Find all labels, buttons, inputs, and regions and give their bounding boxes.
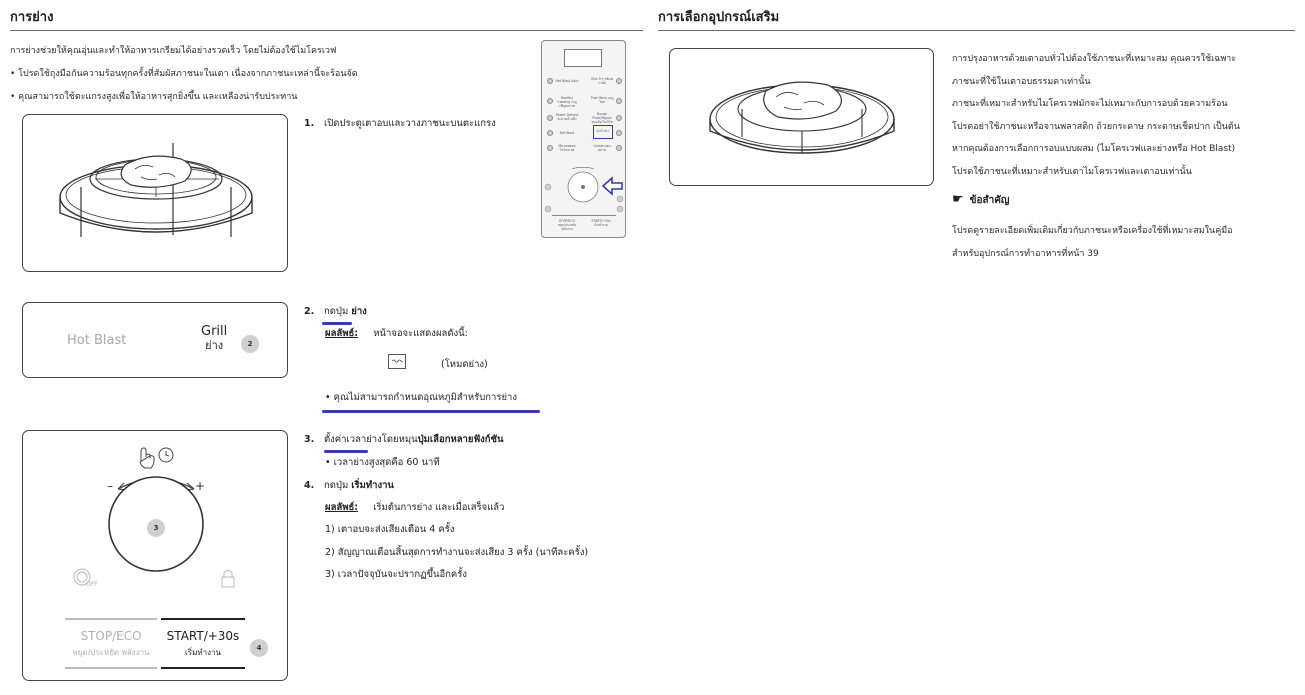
step-2-result: ผลลัพธ์: หน้าจอจะแสดงผลดังนี้: bbox=[325, 328, 468, 339]
rack-on-plate-illustration bbox=[670, 49, 935, 187]
panel-button-dot bbox=[547, 115, 553, 121]
step-badge: 2 bbox=[241, 331, 259, 353]
off-label: OFF bbox=[86, 581, 98, 588]
grill-button-ref: ย่าง bbox=[351, 306, 367, 317]
stop-eco-sub: หยุด/ประหยัด พลังงาน bbox=[72, 648, 150, 657]
panel-button-label: Dough Proof/Yogurt ขนมปัง/โยเกิร์ต bbox=[591, 112, 613, 124]
step-2-note: • คุณไม่สามารถกำหนดอุณหภูมิสำหรับการย่าง bbox=[325, 392, 517, 403]
rack-illustration-box bbox=[22, 114, 288, 272]
panel-button-dot bbox=[616, 78, 622, 84]
minus-label: – bbox=[107, 479, 113, 493]
paragraph-line: โปรดใช้ภาชนะที่เหมาะสำหรับเตาไมโครเวฟและเตาอบเท่านั้น bbox=[952, 166, 1192, 177]
accessories-paragraph bbox=[952, 48, 1297, 183]
oven-rack-illustration bbox=[23, 115, 289, 273]
paragraph-line: ภาชนะที่เหมาะสำหรับไมโครเวฟมักจะไม่เหมาะกับการอบด้วยความร้อน bbox=[952, 99, 1228, 109]
intro-paragraph: การย่างช่วยให้คุณอุ่นและทำให้อาหารเกรียมได้อย่างรวดเร็ว โดยไม่ต้องใช้ไมโครเวฟ bbox=[10, 46, 337, 56]
panel-button-label: Grill ย่าง bbox=[596, 129, 609, 133]
paragraph-line: หากคุณต้องการเลือกการอบแบบผสม (ไมโครเวฟและย่างหรือ Hot Blast) bbox=[952, 144, 1236, 154]
section-rule bbox=[658, 30, 1295, 31]
step-4-item: 1) เตาอบจะส่งเสียงเตือน 4 ครั้ง bbox=[325, 524, 455, 535]
section-title-grilling: การย่าง bbox=[10, 10, 54, 25]
pointing-hand-icon: ☛ bbox=[952, 192, 964, 207]
step-1: 1. เปิดประตูเตาอบและวางภาชนะบนตะแกรง bbox=[304, 118, 496, 129]
step-3: 3. ตั้งค่าเวลาย่างโดยหมุนปุ่มเลือกหลายฟังก์ชัน bbox=[304, 434, 504, 445]
plus-label: + bbox=[195, 479, 206, 493]
panel-dial-area bbox=[542, 159, 627, 219]
panel-button-dot bbox=[547, 145, 553, 151]
display-box bbox=[22, 302, 288, 378]
start-label: START/+30s bbox=[166, 629, 240, 643]
grill-mode-icon bbox=[388, 354, 406, 369]
panel-button-label: Microwave ไมโครเวฟ bbox=[558, 144, 576, 152]
step-badge: 3 bbox=[147, 515, 165, 537]
underline-mark bbox=[322, 322, 352, 325]
panel-button-dot bbox=[547, 130, 553, 136]
start-button-ref: เริ่มทำงาน bbox=[351, 480, 394, 491]
control-panel-illustration bbox=[541, 40, 626, 238]
intro-text bbox=[10, 40, 530, 109]
panel-button-dot bbox=[616, 115, 622, 121]
panel-button-label: Healthy Cooking เมนูเพื่อสุขภาพ bbox=[557, 96, 577, 108]
paragraph-line: ภาชนะที่ใช้ในเตาอบธรรมดาเท่านั้น bbox=[952, 76, 1091, 87]
step-4-item: 3) เวลาปัจจุบันจะปรากฏขึ้นอีกครั้ง bbox=[325, 569, 468, 580]
grill-mode-label: Grill ย่าง bbox=[201, 324, 228, 352]
dial-box bbox=[22, 430, 288, 681]
display-window bbox=[564, 49, 602, 67]
hot-blast-mode-label: Hot Blast bbox=[67, 333, 127, 348]
start-sub: เริ่มทำงาน bbox=[185, 648, 221, 657]
step-4-item: 2) สัญญาณเตือนสิ้นสุดการทำงานจะส่งเสียง 3 ครั้ง (นาทีละครั้ง) bbox=[325, 547, 589, 558]
accessory-illustration-box bbox=[669, 48, 934, 186]
stop-eco-label: STOP/ECO bbox=[80, 629, 142, 643]
panel-button-label: Power Defrost ละลายน้ำแข็ง bbox=[555, 113, 579, 121]
panel-button-dot bbox=[547, 78, 553, 84]
panel-button-label: Combi ผสมผสาน bbox=[593, 144, 611, 152]
paragraph-line: โปรดอย่าใช้ภาชนะหรือจานพลาสติก ถ้วยกระดาษ กระดาษเช็ดปาก เป็นต้น bbox=[952, 121, 1240, 132]
step-2: 2. กดปุ่ม ย่าง bbox=[304, 306, 367, 317]
bullet-item: • โปรดใช้ถุงมือกันความร้อนทุกครั้งที่สัมผัสภาชนะในเตา เนื่องจากภาชนะเหล่านี้จะร้อนจัด bbox=[10, 63, 530, 86]
step-badge: 4 bbox=[250, 635, 268, 657]
paragraph-line: สำหรับอุปกรณ์การทำอาหารที่หน้า 39 bbox=[952, 248, 1099, 259]
step-4-result: ผลลัพธ์: เริ่มต้นการย่าง และเมื่อเสร็จแล้ว bbox=[325, 502, 505, 513]
panel-button-dot bbox=[616, 98, 622, 104]
panel-button-label: Hot Blast bbox=[559, 131, 575, 135]
important-heading: ☛ ข้อสำคัญ bbox=[952, 192, 1010, 207]
underline-mark bbox=[322, 410, 540, 413]
paragraph-line: การปรุงอาหารด้วยเตาอบทั่วไปต้องใช้ภาชนะที่เหมาะสม คุณควรใช้เฉพาะ bbox=[952, 54, 1237, 64]
panel-button-label: Slim Fry สลิมฟรายด์ bbox=[591, 77, 613, 85]
important-text bbox=[952, 220, 1297, 265]
step-3-note: • เวลาย่างสูงสุดคือ 60 นาที bbox=[325, 457, 440, 468]
section-rule bbox=[10, 30, 643, 31]
panel-button-label: Hot Blast Auto bbox=[555, 79, 579, 83]
panel-button-dot bbox=[616, 145, 622, 151]
multi-function-dial-ref: ปุ่มเลือกหลายฟังก์ชัน bbox=[417, 434, 504, 445]
panel-button-dot bbox=[547, 98, 553, 104]
panel-button-label: Thai Menu เมนูไทย bbox=[590, 96, 614, 104]
section-title-accessories: การเลือกอุปกรณ์เสริม bbox=[658, 10, 780, 25]
arrow-indicator-icon bbox=[603, 178, 622, 194]
panel-stop-label: STOP/ECO หยุด/ประหยัด พลังงาน bbox=[557, 219, 577, 231]
grill-mode-text: (โหมดย่าง) bbox=[441, 359, 488, 370]
bullet-item: • คุณสามารถใช้ตะแกรงสูงเพื่อให้อาหารสุกยิ่งขึ้น และเหลืองน่ารับประทาน bbox=[10, 86, 530, 109]
grill-highlight-box bbox=[593, 125, 613, 139]
step-4: 4. กดปุ่ม เริ่มทำงาน bbox=[304, 480, 394, 491]
panel-start-label: START/+30s เริ่มทำงาน bbox=[591, 219, 611, 227]
paragraph-line: โปรดดูรายละเอียดเพิ่มเติมเกี่ยวกับภาชนะหรือเครื่องใช้ที่เหมาะสมในคู่มือ bbox=[952, 226, 1233, 236]
step-1-text: เปิดประตูเตาอบและวางภาชนะบนตะแกรง bbox=[324, 118, 496, 129]
underline-mark bbox=[324, 450, 368, 453]
panel-button-dot bbox=[616, 130, 622, 136]
